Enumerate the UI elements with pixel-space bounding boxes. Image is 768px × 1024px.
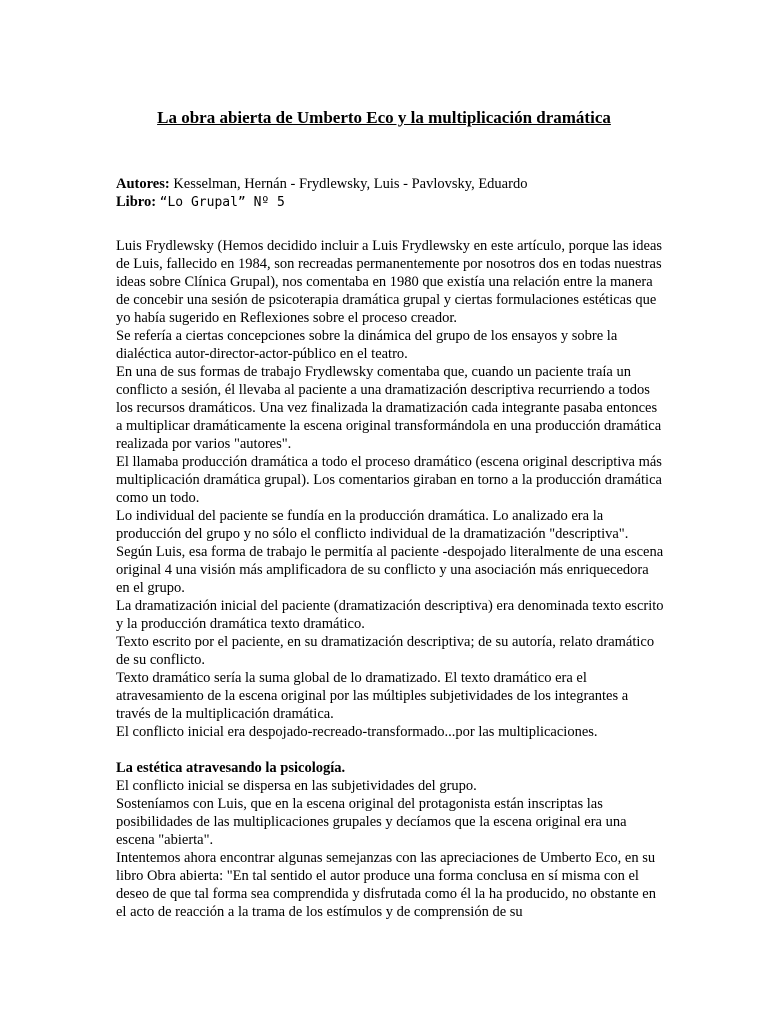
paragraph: Lo individual del paciente se fundía en la producción dramática. Lo analizado era la producción del grupo y no sólo el conflicto individual de la dramatización "descriptiva". <box>116 508 629 542</box>
book-label: Libro: <box>116 194 157 210</box>
authors-value: Kesselman, Hernán - Frydlewsky, Luis - Pavlovsky, Eduardo <box>173 176 528 192</box>
authors-label: Autores: <box>116 176 170 192</box>
authors-line <box>116 175 527 193</box>
page-title: La obra abierta de Umberto Eco y la multiplicación dramática <box>157 108 611 127</box>
book-line <box>116 193 527 212</box>
document-body <box>116 237 664 921</box>
paragraph: El conflicto inicial se dispersa en las subjetividades del grupo. <box>116 778 477 794</box>
paragraph: El llamaba producción dramática a todo el proceso dramático (escena original descriptiva más multiplicación dramática grupal). Los comentarios giraban en torno a la producción dramática como un todo. <box>116 454 662 506</box>
paragraph: En una de sus formas de trabajo Frydlewsky comentaba que, cuando un paciente traía un conflicto a sesión, él llevaba al paciente a una dramatización descriptiva recurriendo a todos los recursos dramáticos. Una vez finalizada la dramatización cada integrante pasaba entonces a multiplicar dramáticamente la escena original transformándola en una producción dramática realizada por varios "autores". <box>116 364 662 452</box>
paragraph: Sosteníamos con Luis, que en la escena original del protagonista están inscriptas las posibilidades de las multiplicaciones grupales y decíamos que la escena original era una escena "abierta". <box>116 796 627 848</box>
book-value: “Lo Grupal” Nº 5 <box>159 195 285 210</box>
paragraph: El conflicto inicial era despojado-recreado-transformado...por las multiplicaciones. <box>116 724 598 740</box>
section-heading: La estética atravesando la psicología. <box>116 760 346 776</box>
paragraph: Se refería a ciertas concepciones sobre la dinámica del grupo de los ensayos y sobre la dialéctica autor-director-actor-público en el teatro. <box>116 328 618 362</box>
paragraph: Texto escrito por el paciente, en su dramatización descriptiva; de su autoría, relato dramático de su conflicto. <box>116 634 655 668</box>
document-metadata <box>116 175 527 212</box>
paragraph: Intentemos ahora encontrar algunas semejanzas con las apreciaciones de Umberto Eco, en su libro Obra abierta: "En tal sentido el autor produce una forma conclusa en sí misma con el deseo de que tal forma sea comprendida y disfrutada como él la ha producido, no obstante en el acto de reacción a la trama de los estímulos y de comprensión de su <box>116 850 656 920</box>
paragraph: Según Luis, esa forma de trabajo le permitía al paciente -despojado literalmente de una escena original 4 una visión más amplificadora de su conflicto y una asociación más enriquecedora en el grupo. <box>116 544 664 596</box>
section-spacer <box>116 741 664 759</box>
paragraph: Luis Frydlewsky (Hemos decidido incluir a Luis Frydlewsky en este artículo, porque las ideas de Luis, fallecido en 1984, son recreadas permanentemente por nosotros dos en todas nuestras ideas sobre Clínica Grupal), nos comentaba en 1980 que existía una relación entre la manera de concebir una sesión de psicoterapia dramática grupal y ciertas formulaciones estéticas que yo había sugerido en Reflexiones sobre el proceso creador. <box>116 238 663 326</box>
paragraph: La dramatización inicial del paciente (dramatización descriptiva) era denominada texto escrito y la producción dramática texto dramático. <box>116 598 664 632</box>
paragraph: Texto dramático sería la suma global de lo dramatizado. El texto dramático era el atravesamiento de la escena original por las múltiples subjetividades de los integrantes a través de la multiplicación dramática. <box>116 670 629 722</box>
